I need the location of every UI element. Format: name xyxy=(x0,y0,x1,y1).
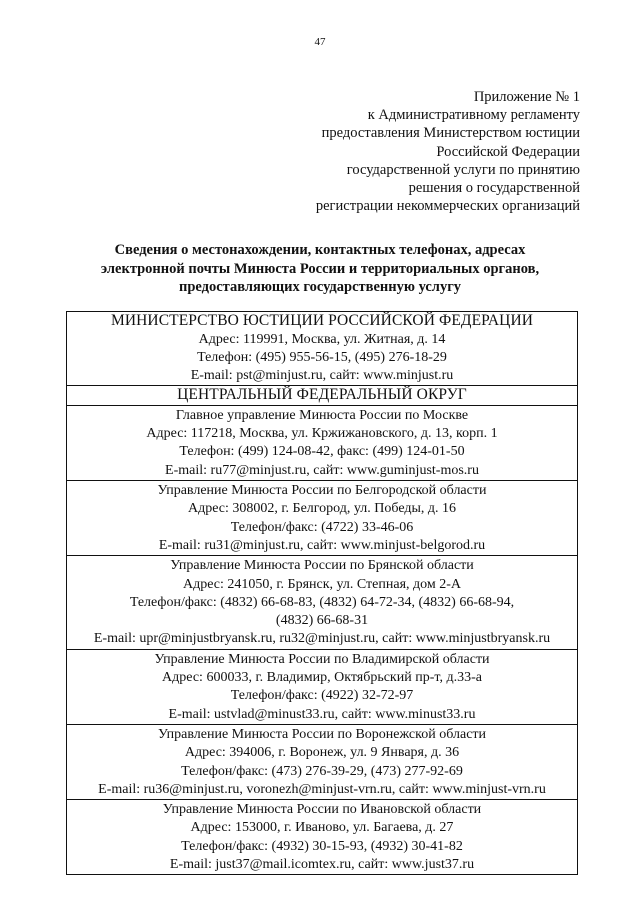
office-phone: Телефон/факс: (4932) 30-15-93, (4932) 30-41-82 xyxy=(181,838,463,854)
district-heading: ЦЕНТРАЛЬНЫЙ ФЕДЕРАЛЬНЫЙ ОКРУГ xyxy=(67,386,577,406)
office-email: E-mail: ru77@minjust.ru, сайт: www.guminjust-mos.ru xyxy=(165,462,479,478)
office-name: Главное управление Минюста России по Москве xyxy=(175,407,469,423)
annex-line: Приложение № 1 xyxy=(473,89,580,105)
ministry-email: E-mail: pst@minjust.ru, сайт: www.minjust.ru xyxy=(190,368,454,384)
title-line: Сведения о местонахождении, контактных телефонах, адресах xyxy=(114,242,526,258)
office-phone: Телефон: (499) 124-08-42, факс: (499) 124-01-50 xyxy=(179,444,465,460)
office-phone-continued: (4832) 66-68-31 xyxy=(275,613,369,629)
annex-line: к Административному регламенту xyxy=(367,107,580,124)
office-address: Адрес: 241050, г. Брянск, ул. Степная, дом 2-А xyxy=(182,576,462,592)
office-address: Адрес: 117218, Москва, ул. Кржижановского, д. 13, корп. 1 xyxy=(146,426,498,442)
annex-line: регистрации некоммерческих организаций xyxy=(315,198,580,215)
ministry-block xyxy=(67,312,577,386)
document-title xyxy=(60,241,580,297)
annex-line: Российской Федерации xyxy=(436,143,580,160)
office-name: Управление Минюста России по Владимирской области xyxy=(154,651,490,667)
annex-line: государственной услуги по принятию xyxy=(346,161,580,178)
office-block-moscow xyxy=(67,406,577,481)
office-name: Управление Минюста России по Брянской области xyxy=(170,558,474,574)
annex-line: предоставления Министерством юстиции xyxy=(321,125,580,142)
office-email: E-mail: upr@minjustbryansk.ru, ru32@minjust.ru, сайт: www.minjustbryansk.ru xyxy=(93,631,551,647)
contacts-table xyxy=(66,311,578,875)
office-block-voronezh xyxy=(67,725,577,800)
office-address: Адрес: 308002, г. Белгород, ул. Победы, д. 16 xyxy=(187,501,457,517)
title-line: предоставляющих государственную услугу xyxy=(178,279,462,295)
office-phone: Телефон/факс: (4922) 32-72-97 xyxy=(230,688,414,704)
office-block-ivanovo xyxy=(67,800,577,874)
office-block-belgorod xyxy=(67,481,577,556)
ministry-phone: Телефон: (495) 955-56-15, (495) 276-18-29 xyxy=(197,349,447,365)
office-address: Адрес: 600033, г. Владимир, Октябрьский пр-т, д.33-а xyxy=(162,670,482,686)
ministry-address: Адрес: 119991, Москва, ул. Житная, д. 14 xyxy=(198,331,446,347)
office-name: Управление Минюста России по Белгородской области xyxy=(157,483,487,499)
office-email: E-mail: ru31@minjust.ru, сайт: www.minjust-belgorod.ru xyxy=(158,537,486,553)
office-name: Управление Минюста России по Воронежской области xyxy=(157,726,487,742)
office-address: Адрес: 394006, г. Воронеж, ул. 9 Января, д. 36 xyxy=(184,745,460,761)
page-number: 47 xyxy=(314,36,326,48)
ministry-heading: МИНИСТЕРСТВО ЮСТИЦИИ РОССИЙСКОЙ ФЕДЕРАЦИИ xyxy=(110,312,534,329)
office-email: E-mail: ru36@minjust.ru, voronezh@minjust-vrn.ru, сайт: www.minjust-vrn.ru xyxy=(98,781,546,797)
office-email: E-mail: ustvlad@minust33.ru, сайт: www.minust33.ru xyxy=(168,706,476,722)
office-email: E-mail: just37@mail.icomtex.ru, сайт: www.just37.ru xyxy=(169,857,475,873)
office-block-bryansk xyxy=(67,556,577,649)
office-phone: Телефон/факс: (4832) 66-68-83, (4832) 64-72-34, (4832) 66-68-94, xyxy=(129,594,515,610)
annex-line: решения о государственной xyxy=(408,180,580,197)
title-line: электронной почты Минюста России и территориальных органов, xyxy=(100,260,540,277)
office-phone: Телефон/факс: (4722) 33-46-06 xyxy=(230,519,414,535)
office-phone: Телефон/факс: (473) 276-39-29, (473) 277-92-69 xyxy=(181,763,463,779)
office-block-vladimir xyxy=(67,650,577,725)
annex-block xyxy=(260,88,580,215)
office-name: Управление Минюста России по Ивановской области xyxy=(162,802,482,818)
office-address: Адрес: 153000, г. Иваново, ул. Багаева, д. 27 xyxy=(190,820,454,836)
